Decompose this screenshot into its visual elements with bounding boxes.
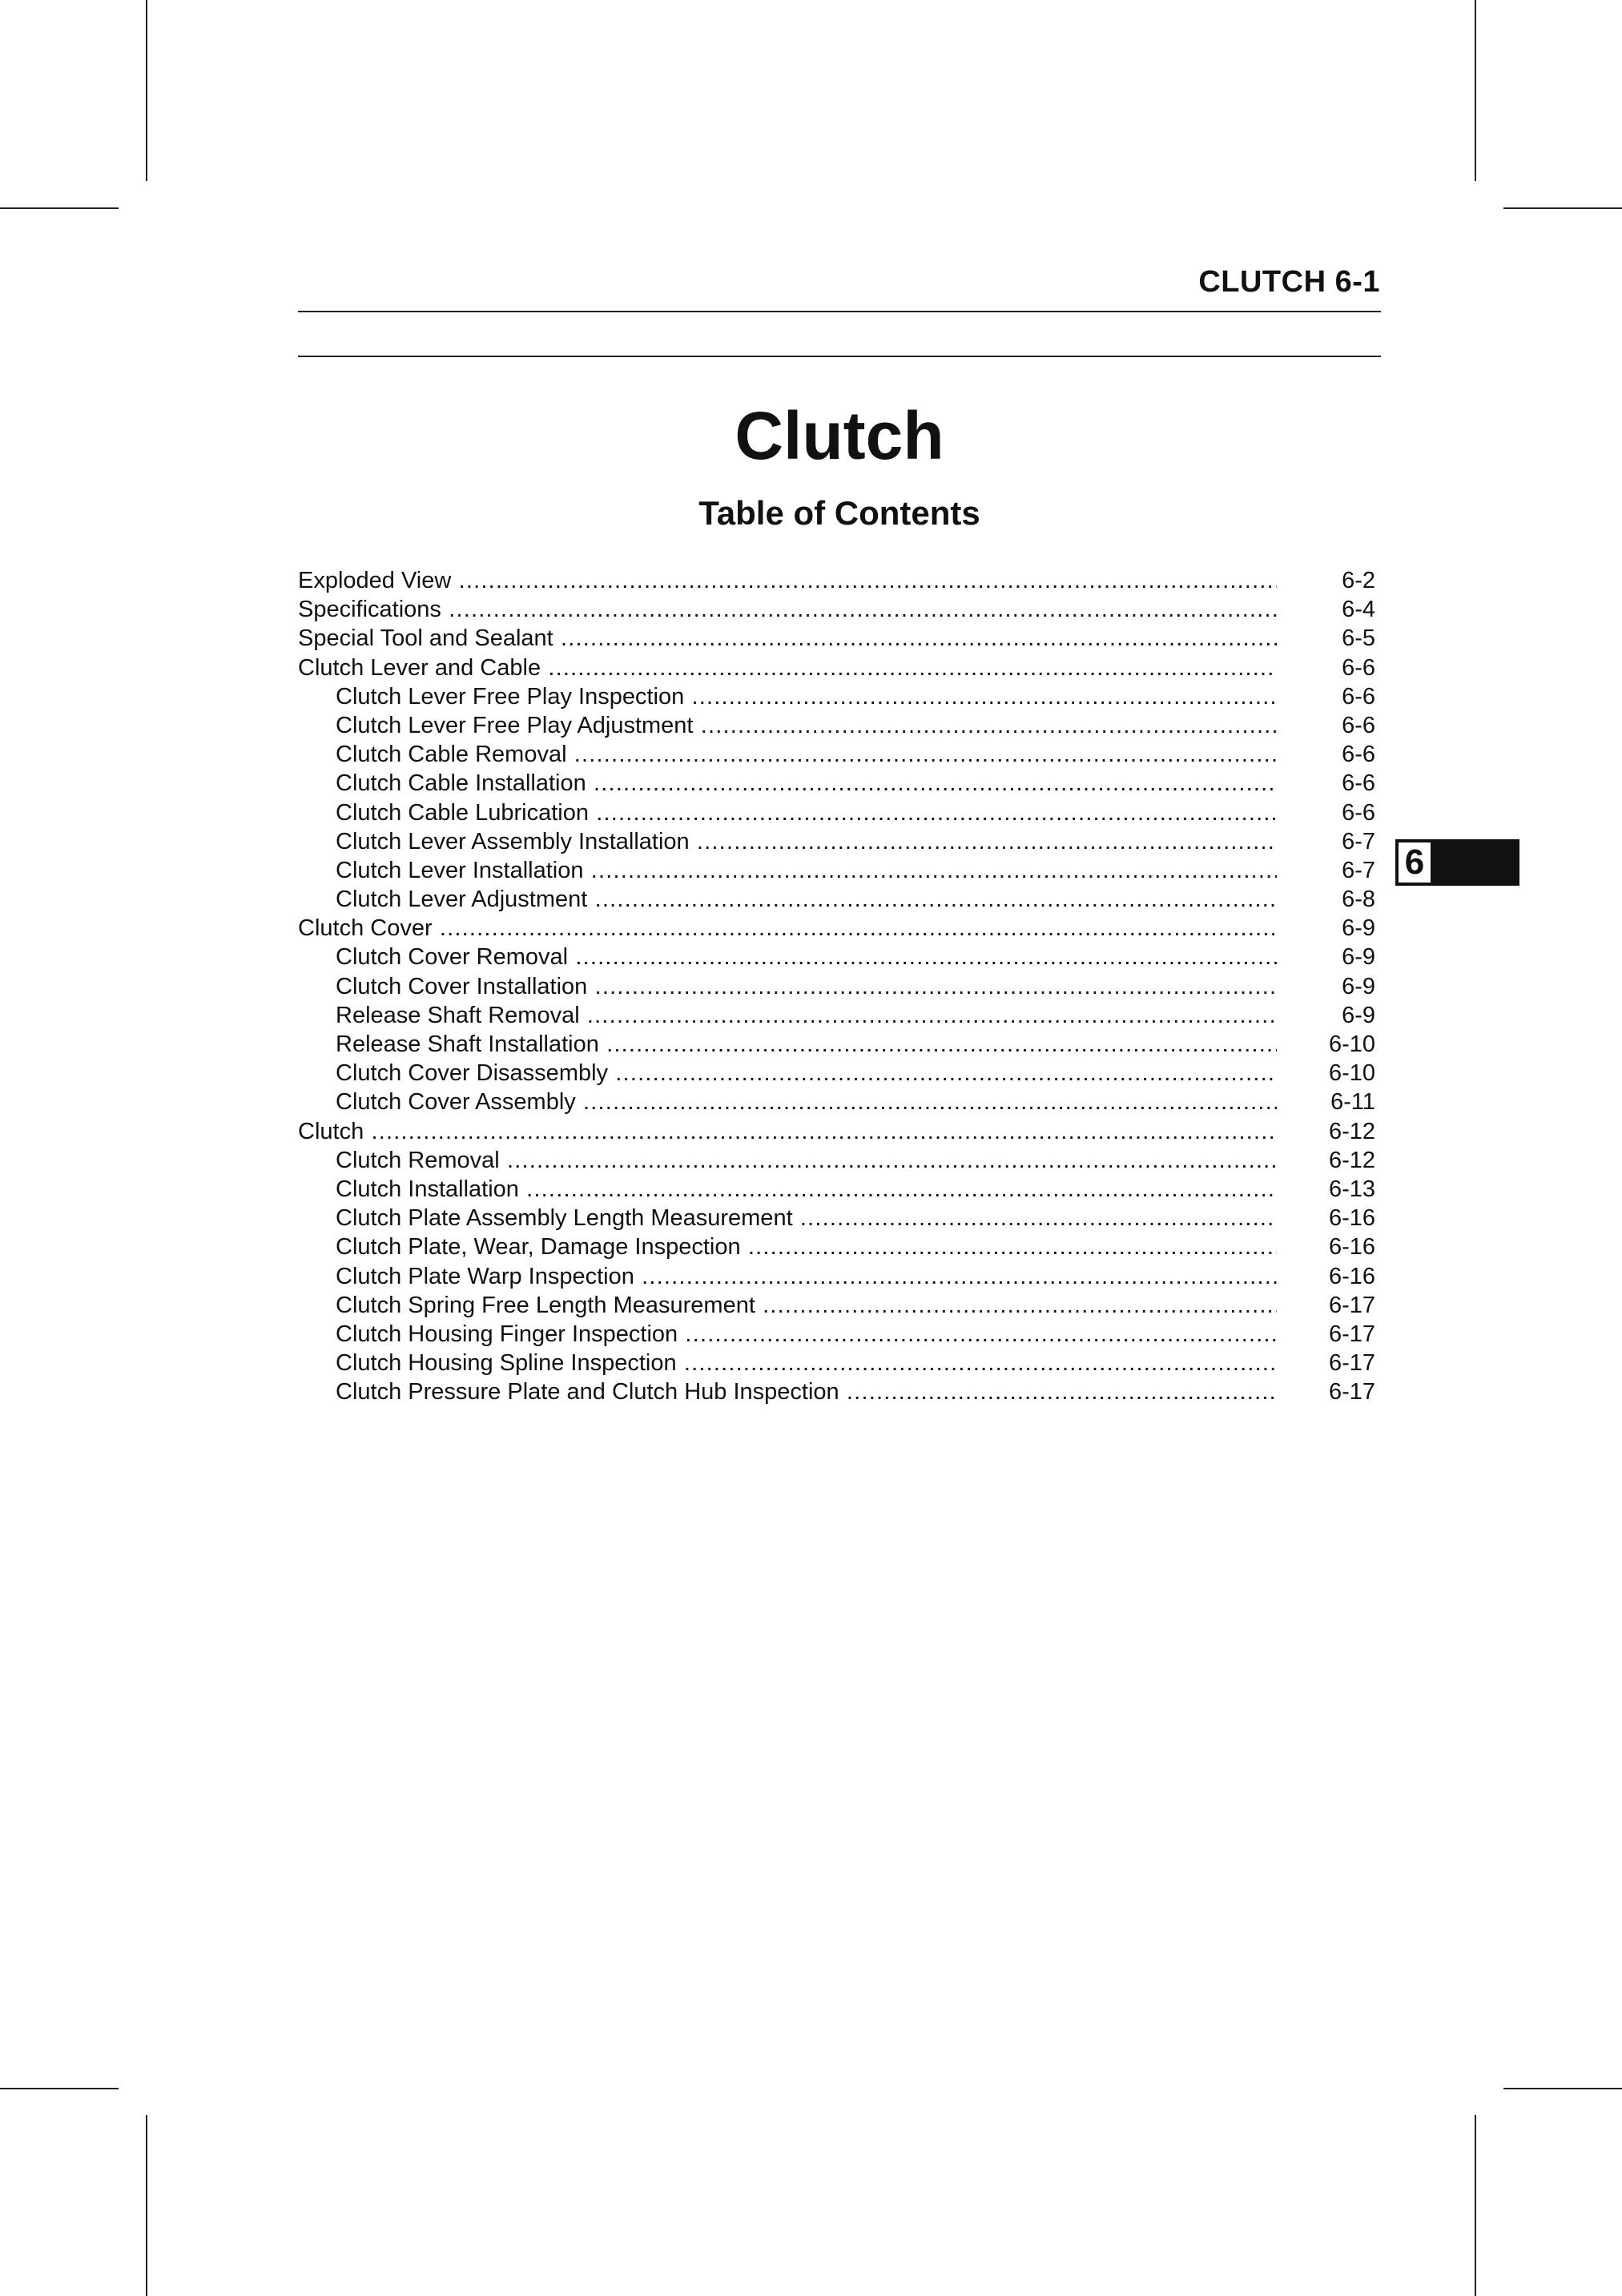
toc-entry-page: 6-9 — [1342, 973, 1375, 999]
toc-entry[interactable] — [298, 1001, 1375, 1030]
toc-entry-label: Special Tool and Sealant ..... — [298, 624, 1277, 653]
toc-entry-label: Clutch Lever and Cable ..... — [298, 653, 1277, 682]
crop-mark-bottom-left-horizontal — [0, 2088, 119, 2089]
toc-entry-page: 6-17 — [1328, 1350, 1375, 1377]
toc-entry[interactable] — [298, 1030, 1375, 1059]
toc-entry-page: 6-17 — [1328, 1379, 1375, 1405]
toc-entry-page: 6-12 — [1328, 1147, 1375, 1173]
toc-entry-page: 6-6 — [1342, 654, 1375, 681]
toc-entry[interactable] — [298, 1175, 1375, 1204]
toc-entry-label: Clutch Cable Removal ..... — [336, 740, 1277, 769]
toc-entry-label: Clutch Cover ..... — [298, 914, 1277, 943]
toc-entry-page: 6-9 — [1342, 915, 1375, 942]
toc-entry-label: Clutch Lever Free Play Adjustment ..... — [336, 711, 1277, 740]
toc-entry-page: 6-16 — [1328, 1263, 1375, 1289]
toc-entry-label: Clutch Cover Disassembly ..... — [336, 1059, 1277, 1088]
page-title: Clutch — [735, 398, 944, 473]
toc-entry-page: 6-6 — [1342, 712, 1375, 738]
toc-entry-label: Clutch Installation ..... — [336, 1175, 1277, 1204]
toc-entry-page: 6-17 — [1328, 1292, 1375, 1318]
toc-entry-label: Clutch Lever Free Play Inspection ..... — [336, 682, 1277, 711]
toc-entry-page: 6-10 — [1328, 1060, 1375, 1087]
toc-entry[interactable] — [298, 798, 1375, 827]
toc-entry-page: 6-9 — [1342, 1002, 1375, 1028]
toc-entry-page: 6-11 — [1330, 1089, 1375, 1116]
toc-entry-label: Clutch Removal ..... — [336, 1146, 1277, 1175]
toc-entry-label: Release Shaft Removal ..... — [336, 1001, 1277, 1030]
crop-mark-top-left-vertical — [146, 0, 147, 181]
toc-entry-label: Clutch Plate, Wear, Damage Inspection ..... — [336, 1232, 1277, 1261]
toc-entry-label: Exploded View ..... — [298, 566, 1277, 595]
toc-entry-label: Release Shaft Installation ..... — [336, 1030, 1277, 1059]
toc-entry-page: 6-7 — [1342, 828, 1375, 854]
toc-entry[interactable] — [298, 1204, 1375, 1232]
toc-entry-label: Clutch Lever Installation ..... — [336, 856, 1277, 885]
toc-entry-page: 6-16 — [1328, 1205, 1375, 1232]
toc-entry-label: Clutch Cover Installation ..... — [336, 972, 1277, 1001]
toc-entry-label: Clutch Plate Warp Inspection ..... — [336, 1262, 1277, 1291]
table-of-contents — [298, 566, 1375, 1406]
toc-entry[interactable] — [298, 740, 1375, 769]
toc-entry-label: Clutch Cable Lubrication ..... — [336, 798, 1277, 827]
toc-entry-label: Clutch Lever Assembly Installation ..... — [336, 827, 1277, 856]
toc-entry-label: Clutch Cover Assembly ..... — [336, 1088, 1277, 1116]
toc-entry[interactable] — [298, 1291, 1375, 1320]
toc-entry[interactable] — [298, 624, 1375, 653]
header-rule — [298, 311, 1381, 312]
toc-entry[interactable] — [298, 885, 1375, 914]
toc-entry[interactable] — [298, 1349, 1375, 1377]
toc-entry-page: 6-9 — [1342, 944, 1375, 971]
toc-entry-label: Clutch Plate Assembly Length Measurement ..... — [336, 1204, 1277, 1232]
crop-mark-bottom-right-horizontal — [1503, 2088, 1622, 2089]
toc-entry-page: 6-8 — [1342, 887, 1375, 913]
running-header: CLUTCH 6-1 — [1198, 265, 1380, 299]
toc-entry[interactable] — [298, 653, 1375, 682]
crop-mark-top-right-horizontal — [1503, 207, 1622, 209]
crop-mark-bottom-right-vertical — [1475, 2115, 1476, 2296]
toc-entry-page: 6-5 — [1342, 625, 1375, 652]
toc-entry[interactable] — [298, 566, 1375, 595]
title-rule — [298, 356, 1381, 357]
toc-entry-label: Clutch Pressure Plate and Clutch Hub Inspection ..... — [336, 1377, 1277, 1406]
toc-entry-page: 6-6 — [1342, 742, 1375, 768]
toc-entry-page: 6-17 — [1328, 1321, 1375, 1347]
toc-entry-page: 6-12 — [1328, 1118, 1375, 1144]
toc-entry-label: Specifications ..... — [298, 595, 1277, 624]
toc-entry-page: 6-6 — [1342, 770, 1375, 797]
toc-entry-page: 6-2 — [1342, 568, 1375, 593]
toc-entry-page: 6-4 — [1342, 597, 1375, 623]
toc-entry-label: Clutch Spring Free Length Measurement ..... — [336, 1291, 1277, 1320]
toc-entry[interactable] — [298, 769, 1375, 798]
toc-entry-page: 6-6 — [1342, 799, 1375, 826]
toc-entry-page: 6-7 — [1342, 857, 1375, 883]
toc-entry[interactable] — [298, 856, 1375, 885]
toc-entry[interactable] — [298, 943, 1375, 971]
toc-heading: Table of Contents — [698, 494, 980, 532]
toc-entry-page: 6-13 — [1328, 1176, 1375, 1202]
toc-entry[interactable] — [298, 1262, 1375, 1291]
toc-entry[interactable] — [298, 914, 1375, 943]
toc-entry-label: Clutch ..... — [298, 1117, 1277, 1146]
toc-entry[interactable] — [298, 1146, 1375, 1175]
toc-entry-page: 6-10 — [1328, 1031, 1375, 1057]
toc-entry-label: Clutch Lever Adjustment ..... — [336, 885, 1277, 914]
toc-entry-page: 6-6 — [1342, 683, 1375, 710]
toc-entry[interactable] — [298, 1320, 1375, 1349]
toc-entry-label: Clutch Cover Removal ..... — [336, 943, 1277, 971]
crop-mark-top-left-horizontal — [0, 207, 119, 209]
crop-mark-bottom-left-vertical — [146, 2115, 147, 2296]
toc-entry[interactable] — [298, 1088, 1375, 1116]
chapter-tab-number: 6 — [1399, 842, 1431, 883]
toc-entry[interactable] — [298, 682, 1375, 711]
toc-entry[interactable] — [298, 1117, 1375, 1146]
toc-entry[interactable] — [298, 1059, 1375, 1088]
toc-entry[interactable] — [298, 711, 1375, 740]
toc-entry[interactable] — [298, 827, 1375, 856]
toc-entry[interactable] — [298, 972, 1375, 1001]
toc-entry-label: Clutch Housing Finger Inspection ..... — [336, 1320, 1277, 1349]
toc-entry-label: Clutch Housing Spline Inspection ..... — [336, 1349, 1277, 1377]
toc-entry-page: 6-16 — [1328, 1234, 1375, 1261]
toc-entry[interactable] — [298, 1232, 1375, 1261]
toc-entry[interactable] — [298, 1377, 1375, 1406]
crop-mark-top-right-vertical — [1475, 0, 1476, 181]
toc-entry-label: Clutch Cable Installation ..... — [336, 769, 1277, 798]
toc-entry[interactable] — [298, 595, 1375, 624]
